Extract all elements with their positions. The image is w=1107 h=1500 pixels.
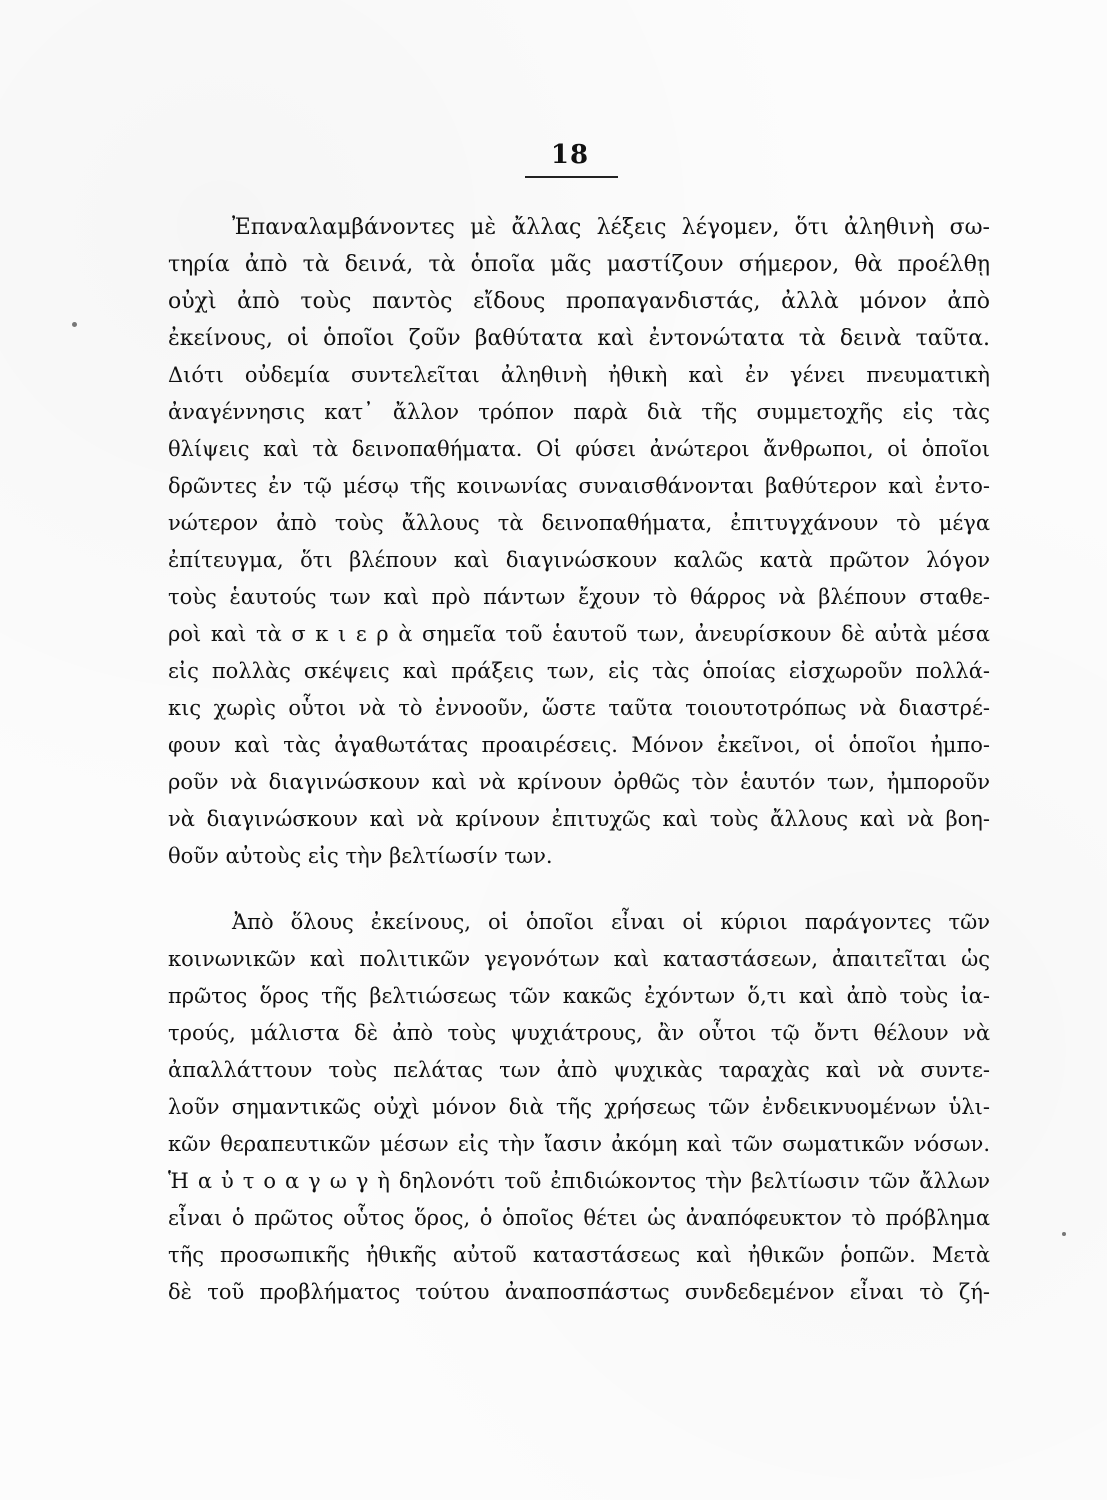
text-line: θλίψεις καὶ τὰ δεινοπαθήματα. Οἱ φύσει ἀνώτεροι ἄνθρωποι, οἱ ὁποῖοι	[168, 437, 990, 461]
text-line: νὰ διαγινώσκουν καὶ νὰ κρίνουν ἐπιτυχῶς καὶ τοὺς ἄλλους καὶ νὰ βοη-	[168, 807, 990, 831]
text-line: Ἀπὸ ὅλους ἐκείνους, οἱ ὁποῖοι εἶναι οἱ κύριοι παράγοντες τῶν	[232, 910, 990, 934]
text-line: κῶν θεραπευτικῶν μέσων εἰς τὴν ἴασιν ἀκόμη καὶ τῶν σωματικῶν νόσων.	[168, 1132, 990, 1156]
text-line: Ἐπαναλαμβάνοντες μὲ ἄλλας λέξεις λέγομεν, ὅτι ἀληθινὴ σω-	[232, 215, 990, 240]
text-line: λοῦν σημαντικῶς οὐχὶ μόνον διὰ τῆς χρήσεως τῶν ἐνδεικνυομένων ὑλι-	[168, 1095, 990, 1119]
text-line: Διότι οὐδεμία συντελεῖται ἀληθινὴ ἠθικὴ καὶ ἐν γένει πνευματικὴ	[168, 363, 990, 387]
text-line: τοὺς ἑαυτούς των καὶ πρὸ πάντων ἔχουν τὸ θάρρος νὰ βλέπουν σταθε-	[168, 585, 990, 609]
paper-speck	[72, 322, 77, 327]
text-line: τηρία ἀπὸ τὰ δεινά, τὰ ὁποῖα μᾶς μαστίζουν σήμερον, θὰ προέλθῃ	[168, 252, 990, 277]
text-line: οὐχὶ ἀπὸ τοὺς παντὸς εἴδους προπαγανδιστάς, ἀλλὰ μόνον ἀπὸ	[168, 289, 990, 314]
text-line: ἐπίτευγμα, ὅτι βλέπουν καὶ διαγινώσκουν καλῶς κατὰ πρῶτον λόγον	[168, 548, 990, 572]
text-line: κοινωνικῶν καὶ πολιτικῶν γεγονότων καὶ καταστάσεων, ἀπαιτεῖται ὡς	[168, 947, 990, 971]
text-line: νώτερον ἀπὸ τοὺς ἄλλους τὰ δεινοπαθήματα, ἐπιτυγχάνουν τὸ μέγα	[168, 511, 990, 535]
text-line: Ἡ α ὐ τ ο α γ ω γ ὴ δηλονότι τοῦ ἐπιδιώκοντος τὴν βελτίωσιν τῶν ἄλλων	[168, 1169, 990, 1193]
text-line: πρῶτος ὅρος τῆς βελτιώσεως τῶν κακῶς ἐχόντων ὅ,τι καὶ ἀπὸ τοὺς ἰα-	[168, 984, 990, 1008]
text-line: εἰς πολλὰς σκέψεις καὶ πράξεις των, εἰς τὰς ὁποίας εἰσχωροῦν πολλά-	[168, 659, 990, 683]
text-line: ἐκείνους, οἱ ὁποῖοι ζοῦν βαθύτατα καὶ ἐντονώτατα τὰ δεινὰ ταῦτα.	[168, 326, 990, 351]
text-line: φουν καὶ τὰς ἀγαθωτάτας προαιρέσεις. Μόνον ἐκεῖνοι, οἱ ὁποῖοι ἠμπο-	[168, 733, 990, 757]
text-line: κις χωρὶς οὗτοι νὰ τὸ ἐννοοῦν, ὥστε ταῦτα τοιουτοτρόπως νὰ διαστρέ-	[168, 696, 990, 720]
text-line: εἶναι ὁ πρῶτος οὗτος ὅρος, ὁ ὁποῖος θέτει ὡς ἀναπόφευκτον τὸ πρόβλημα	[168, 1206, 990, 1230]
text-line: θοῦν αὐτοὺς εἰς τὴν βελτίωσίν των.	[168, 844, 553, 868]
text-line: δρῶντες ἐν τῷ μέσῳ τῆς κοινωνίας συναισθάνονται βαθύτερον καὶ ἐντο-	[168, 474, 990, 498]
paragraph-2	[168, 904, 990, 1311]
text-line: ἀναγέννησις κατ᾽ ἄλλον τρόπον παρὰ διὰ τῆς συμμετοχῆς εἰς τὰς	[168, 400, 990, 424]
text-line: δὲ τοῦ προβλήματος τούτου ἀναποσπάστως συνδεδεμένον εἶναι τὸ ζή-	[168, 1280, 990, 1304]
text-line: ροῦν νὰ διαγινώσκουν καὶ νὰ κρίνουν ὀρθῶς τὸν ἑαυτόν των, ἠμποροῦν	[168, 770, 990, 794]
paragraph-1	[168, 209, 990, 875]
paper-speck	[1062, 1232, 1066, 1236]
text-line: τρούς, μάλιστα δὲ ἀπὸ τοὺς ψυχιάτρους, ἂν οὗτοι τῷ ὄντι θέλουν νὰ	[168, 1021, 990, 1045]
page-number-rule	[525, 176, 618, 178]
text-line: ἀπαλλάττουν τοὺς πελάτας των ἀπὸ ψυχικὰς ταραχὰς καὶ νὰ συντε-	[168, 1058, 990, 1082]
text-line: ροὶ καὶ τὰ σ κ ι ε ρ ὰ σημεῖα τοῦ ἑαυτοῦ των, ἀνευρίσκουν δὲ αὐτὰ μέσα	[168, 622, 990, 646]
text-line: τῆς προσωπικῆς ἠθικῆς αὐτοῦ καταστάσεως καὶ ἠθικῶν ῥοπῶν. Μετὰ	[168, 1243, 990, 1267]
page-number: 18	[550, 140, 590, 170]
